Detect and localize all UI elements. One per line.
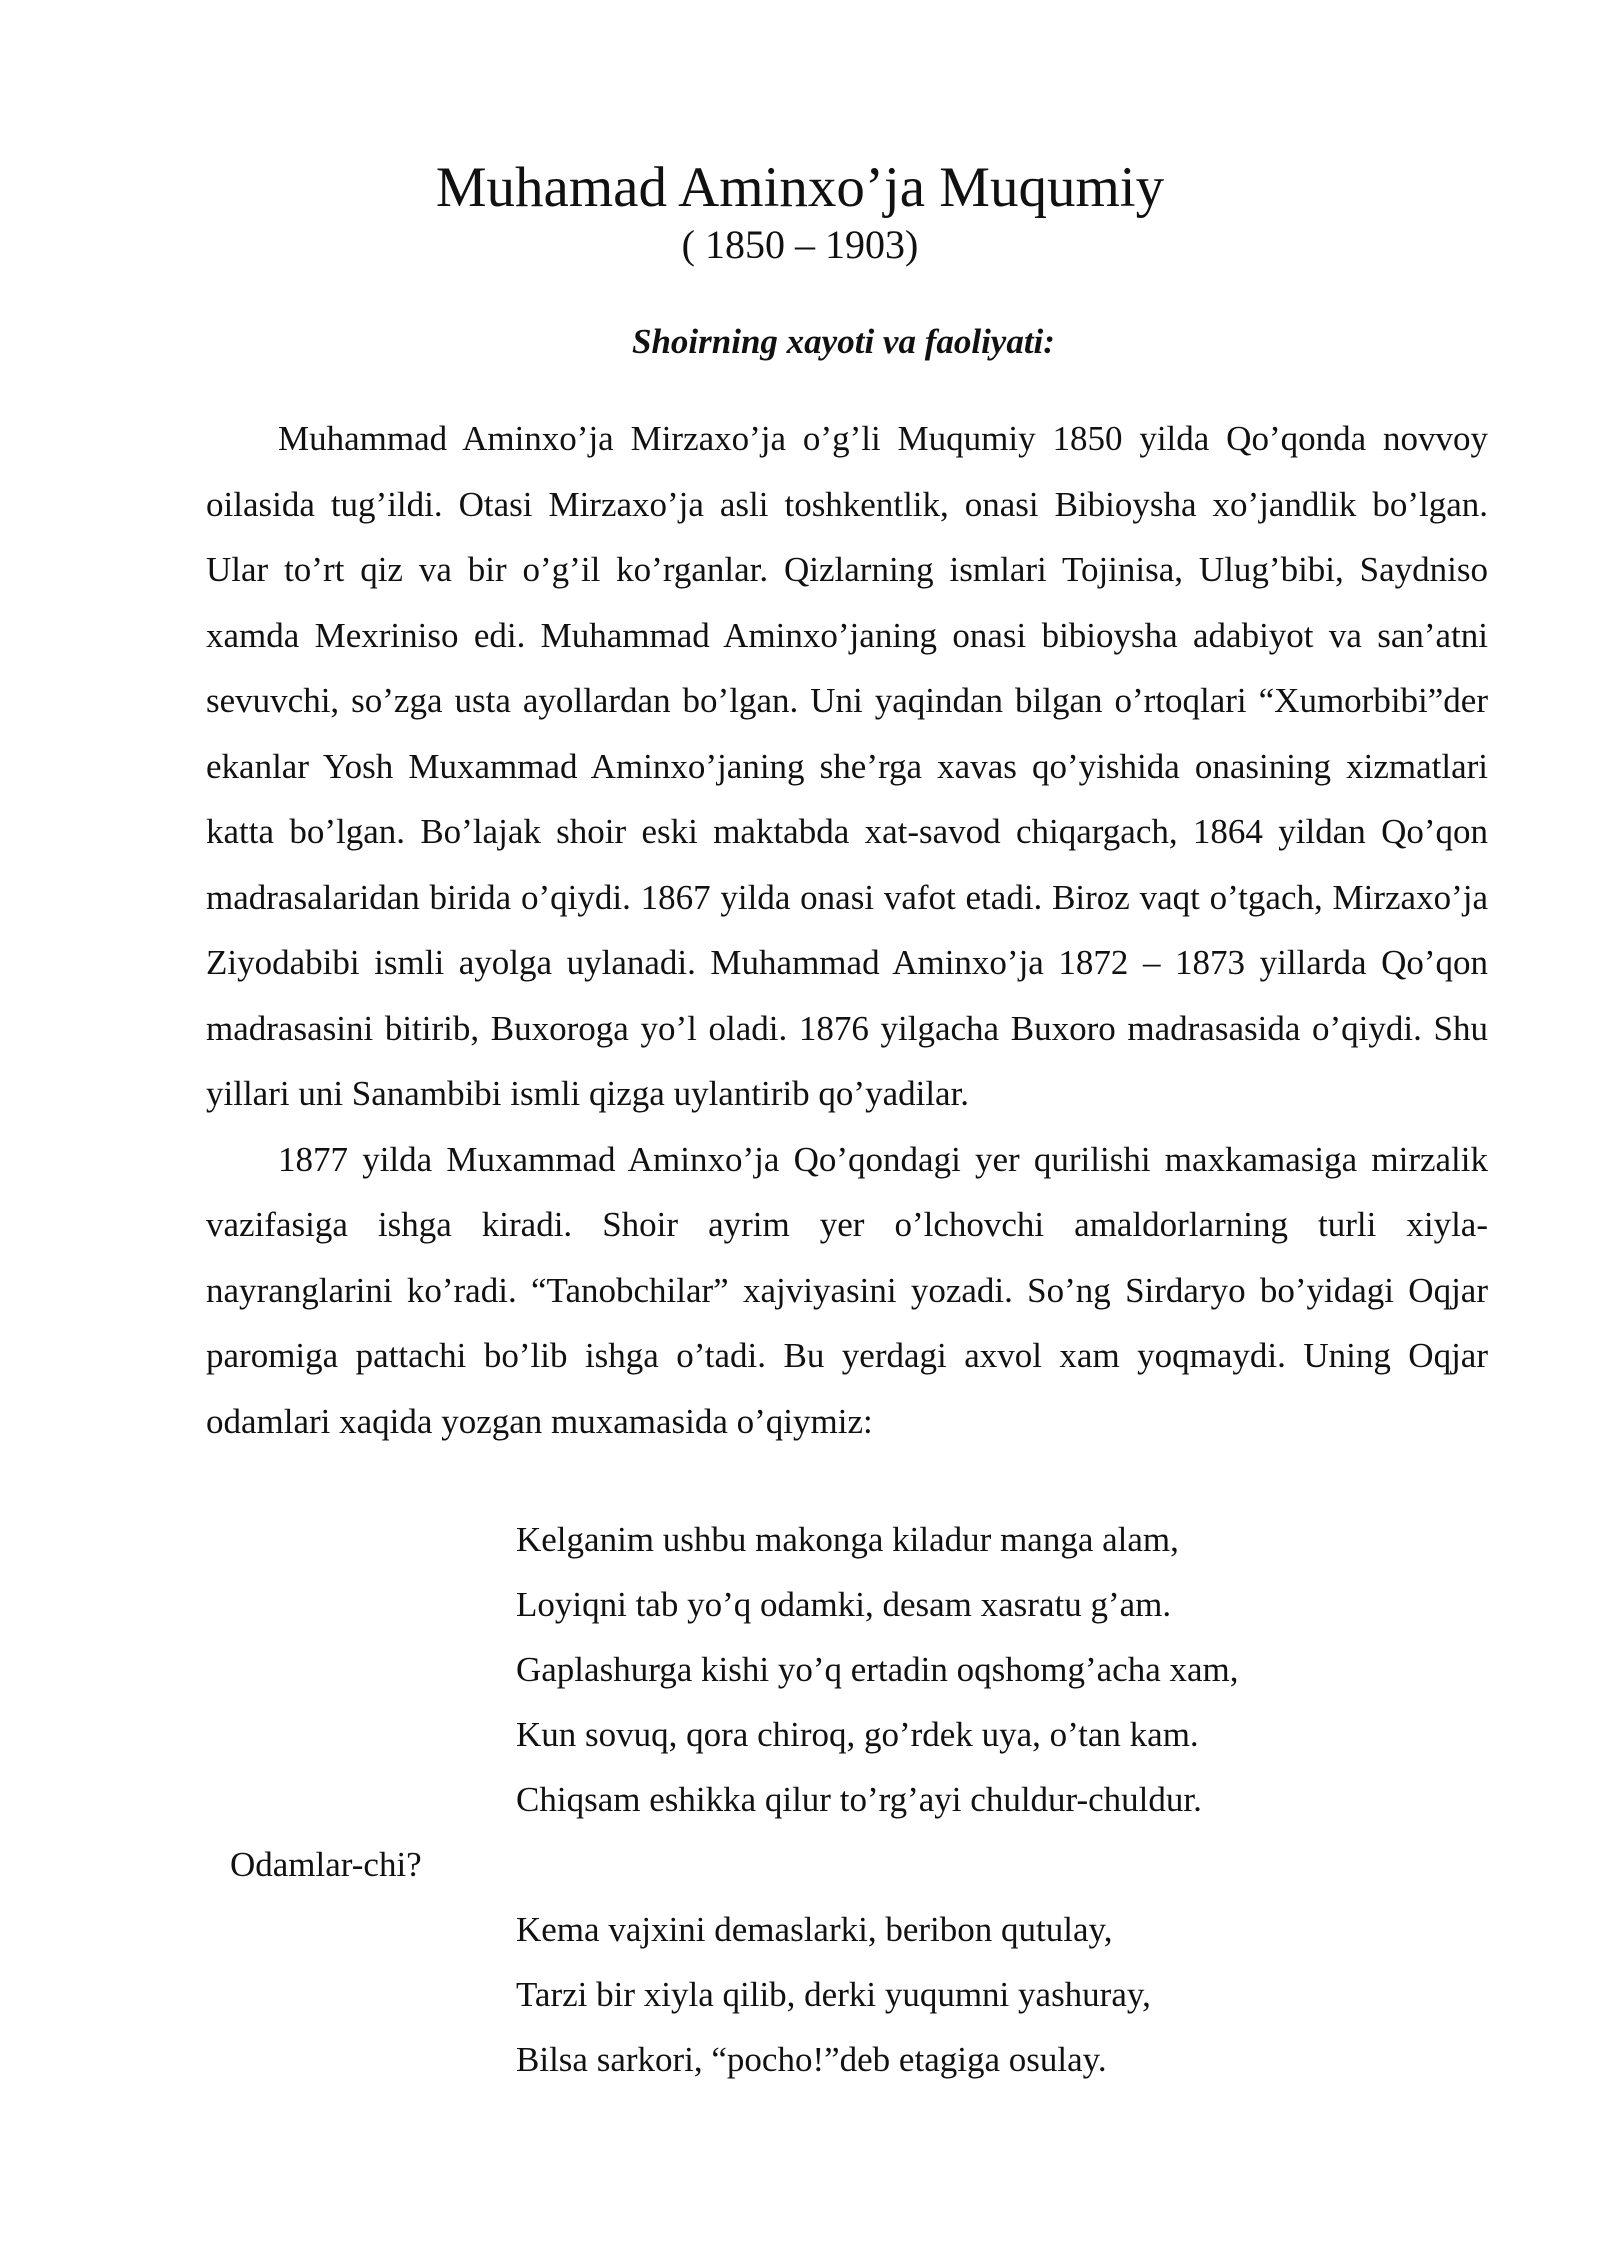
- paragraph-career: 1877 yilda Muxammad Aminxo’ja Qo’qondagi yer qurilishi maxkamasiga mirzalik vazifasiga ishga kiradi. Shoir ayrim yer o’lchovchi amaldorlarning turli xiyla- nayranglarini ko’radi. “Tanobchilar” xajviyasini yozadi. So’ng Sirdaryo bo’yidagi Oqjar paromiga pattachi bo’lib ishga o’tadi. Bu yerdagi axvol xam yoqmaydi. Uning Oqjar odamlari xaqida yozgan muxamasida o’qiymiz:: [206, 1139, 1488, 1441]
- verse-line: Gaplashurga kishi yo’q ertadin oqshomg’acha xam,: [516, 1650, 1239, 1689]
- verse-line: Bilsa sarkori, “pocho!”deb etagiga osulay.: [516, 2040, 1107, 2079]
- verse-line: Kelganim ushbu makonga kiladur manga alam,: [516, 1520, 1179, 1559]
- verse-line: Tarzi bir xiyla qilib, derki yuqumni yashuray,: [516, 1975, 1151, 2014]
- verse-line: Chiqsam eshikka qilur to’rg’ayi chuldur-chuldur.: [516, 1780, 1202, 1819]
- paragraph-biography: Muhammad Aminxo’ja Mirzaxo’ja o’g’li Muqumiy 1850 yilda Qo’qonda novvoy oilasida tug’ildi. Otasi Mirzaxo’ja asli toshkentlik, onasi Bibioysha xo’jandlik bo’lgan. Ular to’rt qiz va bir o’g’il ko’rganlar. Qizlarning ismlari Tojinisa, Ulug’bibi, Saydniso xamda Mexriniso edi. Muhammad Aminxo’janing onasi bibioysha adabiyot va san’atni sevuvchi, so’zga usta ayollardan bo’lgan. Uni yaqindan bilgan o’rtoqlari “Xumorbibi”der ekanlar Yosh Muxammad Aminxo’janing she’rga xavas qo’yishida onasining xizmatlari katta bo’lgan. Bo’lajak shoir eski maktabda xat-savod chiqargach, 1864 yildan Qo’qon madrasalaridan birida o’qiydi. 1867 yilda onasi vafot etadi. Biroz vaqt o’tgach, Mirzaxo’ja Ziyodabibi ismli ayolga uylanadi. Muhammad Aminxo’ja 1872 – 1873 yillarda Qo’qon madrasasini bitirib, Buxoroga yo’l oladi. 1876 yilgacha Buxoro madrasasida o’qiydi. Shu yillari uni Sanambibi ismli qizga uylantirib qo’yadilar.: [206, 419, 1488, 1113]
- aside-question: Odamlar-chi?: [230, 1845, 422, 1884]
- verse-line: Kema vajxini demaslarki, beribon qutulay,: [516, 1910, 1113, 1949]
- verse-line: Loyiqni tab yo’q odamki, desam xasratu g’am.: [516, 1585, 1172, 1624]
- verse-line: Kun sovuq, qora chiroq, go’rdek uya, o’tan kam.: [516, 1715, 1199, 1754]
- section-subtitle: Shoirning xayoti va faoliyati:: [632, 322, 1055, 361]
- page-title: Muhamad Aminxo’ja Muqumiy: [435, 156, 1165, 219]
- body-text: [206, 406, 1488, 1454]
- life-years: ( 1850 – 1903): [681, 222, 919, 267]
